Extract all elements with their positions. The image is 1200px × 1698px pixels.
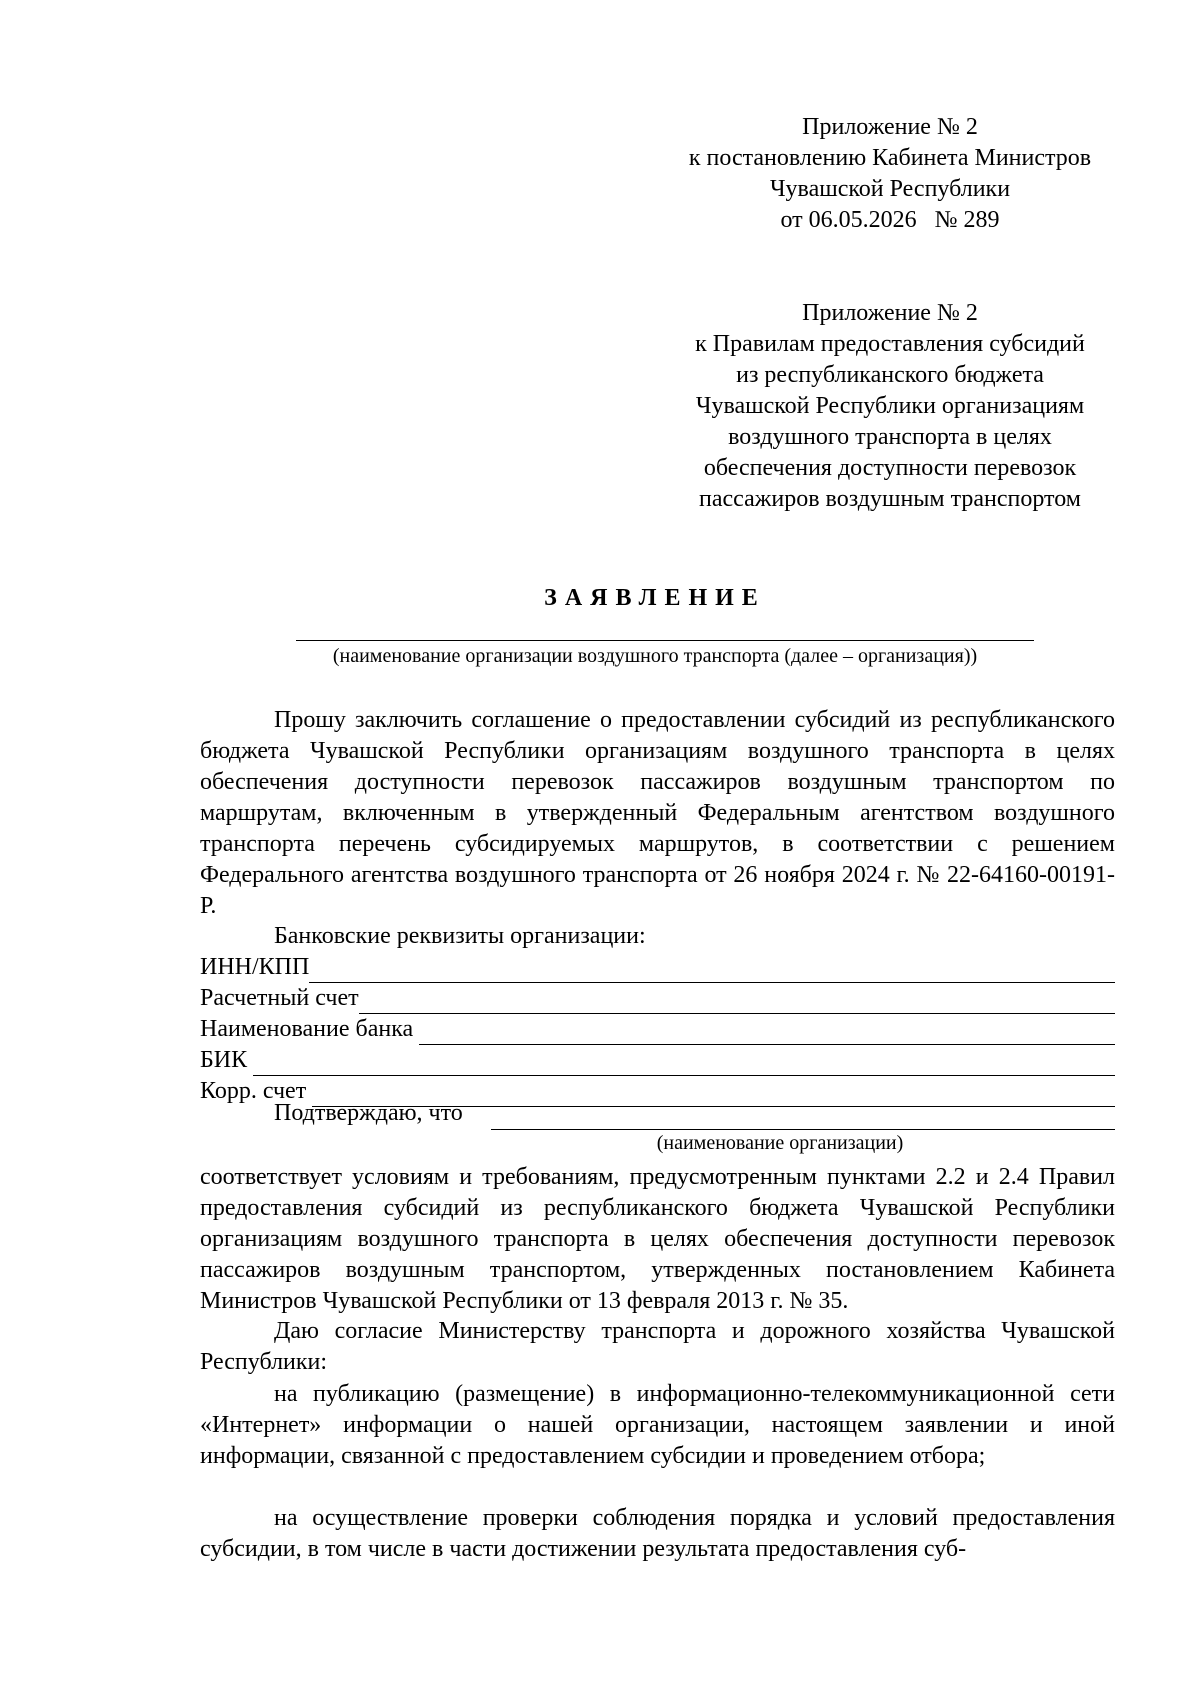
appendix-rules-block — [660, 298, 1120, 515]
confirm-label: Подтверждаю, что — [274, 1100, 469, 1126]
bank-name-field[interactable] — [200, 1014, 1115, 1045]
appendix-decree-block — [660, 112, 1120, 236]
consent-inspection-paragraph: на осуществление проверки соблюдения порядка и условий предоставления субсидии, в том числе в части достижении результата предоставления суб- — [200, 1505, 1115, 1562]
account-field[interactable] — [200, 983, 1115, 1014]
bank-details-heading: Банковские реквизиты организации: — [274, 923, 646, 949]
inn-kpp-label: ИНН/КПП — [200, 954, 310, 980]
appendix-decree-line: к постановлению Кабинета Министров — [688, 145, 1092, 171]
appendix-rules-line: Приложение № 2 — [802, 300, 978, 326]
appendix-rules-line: пассажиров воздушным транспортом — [699, 486, 1081, 512]
appendix-rules-line: Чувашской Республики организациям — [695, 393, 1085, 419]
account-input-line[interactable] — [359, 989, 1115, 1014]
confirm-paragraph: соответствует условиям и требованиям, предусмотренным пунктами 2.2 и 2.4 Правил предоставления субсидий из республиканского бюджета Чувашской Республики организациям воздушного транспорта в целях обеспечения доступности перевозок пассажиров воздушным транспортом, утвержденных постановлением Кабинета Министров Чувашской Республики от 13 февраля 2013 г. № 35. — [200, 1164, 1115, 1314]
bik-label: БИК — [200, 1047, 254, 1073]
organization-name-field[interactable] — [296, 640, 1034, 641]
inn-kpp-input-line[interactable] — [309, 958, 1115, 983]
inn-kpp-field[interactable] — [200, 952, 1115, 983]
confirm-organization-field[interactable] — [491, 1129, 1115, 1130]
bank-name-input-line[interactable] — [419, 1020, 1115, 1045]
bank-name-label: Наименование банка — [200, 1016, 420, 1042]
appendix-rules-line: из республиканского бюджета — [736, 362, 1044, 388]
consent-publication-paragraph: на публикацию (размещение) в информационно-телекоммуникационной сети «Интернет» информации о нашей организации, настоящем заявлении и иной информации, связанной с предоставлением субсидии и проведением отбора; — [200, 1381, 1115, 1469]
appendix-decree-line: Приложение № 2 — [802, 114, 978, 140]
account-label: Расчетный счет — [200, 985, 359, 1011]
organization-name-caption: (наименование организации воздушного транспорта (далее – организация)) — [332, 645, 978, 667]
appendix-decree-line: от 06.05.2026 № 289 — [780, 207, 1000, 233]
confirm-organization-caption: (наименование организации) — [656, 1132, 904, 1154]
document-title: ЗАЯВЛЕНИЕ — [544, 585, 766, 611]
appendix-rules-line: обеспечения доступности перевозок — [703, 455, 1077, 481]
request-paragraph: Прошу заключить соглашение о предоставлении субсидий из республиканского бюджета Чувашской Республики организациям воздушного транспорта в целях обеспечения доступности перевозок пассажиров воздушным транспортом по маршрутам, включенным в утвержденный Федеральным агентством воздушного транспорта перечень субсидируемых маршрутов, в соответствии с решением Федерального агентства воздушного транспорта от 26 ноября 2024 г. № 22-64160-00191-Р. — [200, 707, 1115, 919]
bik-field[interactable] — [200, 1045, 1115, 1076]
appendix-rules-line: к Правилам предоставления субсидий — [695, 331, 1085, 357]
appendix-rules-line: воздушного транспорта в целях — [728, 424, 1052, 450]
corr-account-label: Корр. счет — [200, 1078, 313, 1104]
appendix-decree-line: Чувашской Республики — [769, 176, 1011, 202]
bik-input-line[interactable] — [253, 1051, 1115, 1076]
consent-intro-paragraph: Даю согласие Министерству транспорта и дорожного хозяйства Чувашской Республики: — [200, 1318, 1115, 1375]
